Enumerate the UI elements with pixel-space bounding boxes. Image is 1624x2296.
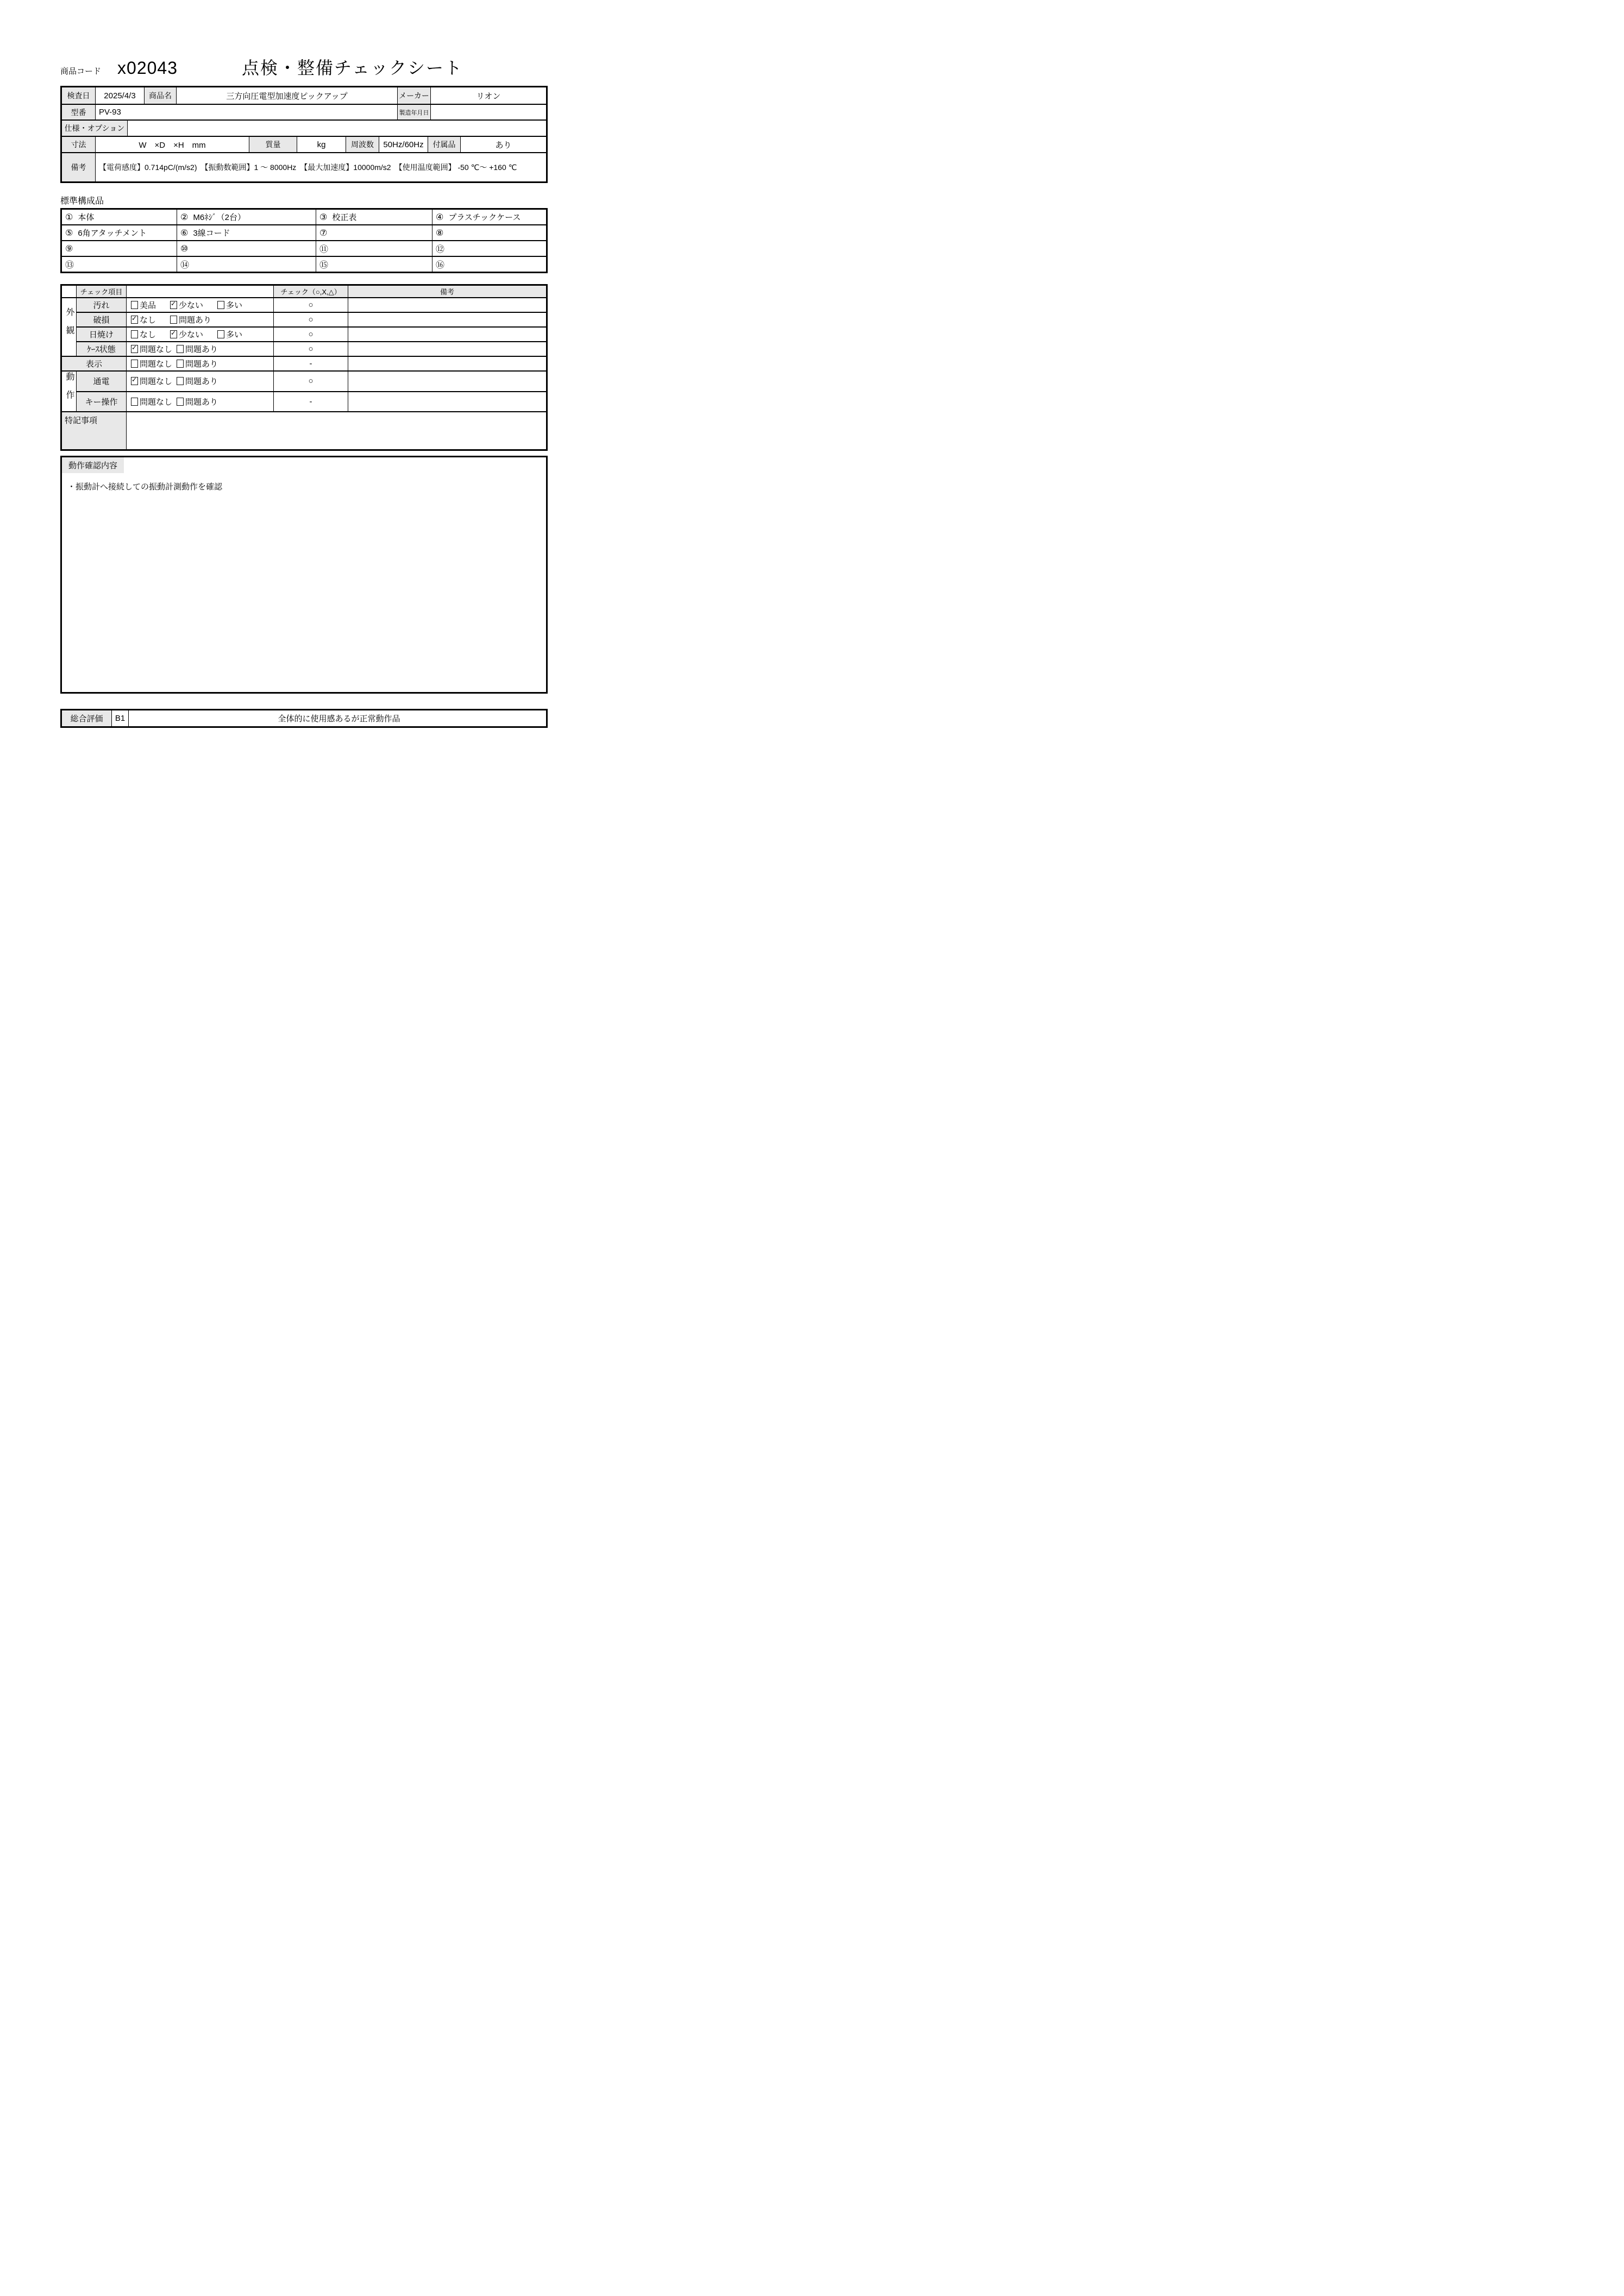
components-row-2 [61,225,547,241]
check-remarks [348,327,547,342]
dimensions-value: W ×D ×H mm [95,137,249,152]
check-remarks [348,312,547,327]
checkbox-label: 問題なし [140,377,173,387]
model-value: PV-93 [95,105,397,119]
component-cell-10 [177,241,316,256]
component-cell-11 [316,241,432,256]
check-mark: ○ [274,298,348,312]
check-options [127,371,274,392]
checkbox [217,330,224,338]
checkbox-label: 少ない [179,330,204,339]
component-label: プラスチックケース [448,213,521,222]
checkbox [170,316,177,324]
check-item-label: 日焼け [77,327,127,342]
overall-grade: B1 [111,710,128,726]
checkbox [170,301,177,309]
checkbox [177,398,184,406]
check-row-keys [61,392,547,412]
check-remarks [348,298,547,312]
dimensions-label: 寸法 [62,137,95,152]
component-number: ③ [319,213,328,222]
component-label: 6角アタッチメント [78,229,147,238]
checkbox [131,398,138,406]
check-mark: - [274,392,348,412]
check-options [127,392,274,412]
check-options [127,342,274,356]
check-table [60,284,548,451]
operation-check-label: 動作確認内容 [62,457,124,473]
checkbox [131,301,138,309]
check-item-label: 通電 [77,371,127,392]
checkbox-label: 問題あり [185,360,218,369]
component-label: 校正表 [332,213,357,222]
operation-check-box [60,456,548,694]
mfg-date-label: 製造年月日 [397,105,430,119]
component-number: ⑪ [319,245,329,254]
component-number: ① [65,213,73,222]
check-remarks-header: 備考 [348,285,547,298]
check-remarks [348,392,547,412]
product-code-value: x02043 [117,58,178,78]
remarks-label: 備考 [62,153,95,181]
check-options [127,312,274,327]
component-number: ④ [436,213,444,222]
info-row-1 [62,87,546,104]
info-row-2 [62,104,546,119]
overall-comment: 全体的に使用感あるが正常動作品 [128,710,546,726]
checkbox-label: 少ない [179,301,204,310]
component-label: 3線コード [193,229,230,238]
component-cell-4 [432,209,547,225]
check-row-sunfade [61,327,547,342]
check-mark: ○ [274,342,348,356]
components-section-title: 標準構成品 [60,197,104,206]
info-row-4 [62,136,546,152]
check-mark: - [274,356,348,371]
component-label: M6ﾈｼﾞ（2台） [193,213,246,222]
inspection-date-label: 検査日 [62,87,95,104]
components-row-3 [61,241,547,256]
component-cell-2 [177,209,316,225]
info-row-3 [62,119,546,136]
checkbox-label: 多い [226,301,243,310]
component-number: ② [180,213,189,222]
title-bar [60,54,548,79]
component-number: ⑯ [436,261,445,270]
checkbox [131,330,138,338]
checkbox [177,360,184,368]
product-name-value: 三方向圧電型加速度ピックアップ [176,87,397,104]
component-cell-3 [316,209,432,225]
checkbox [177,345,184,353]
component-cell-16 [432,256,547,273]
product-info-table [60,86,548,183]
check-row-display [61,356,547,371]
components-table [60,208,548,273]
checkbox-label: 問題あり [185,397,218,407]
check-mark-header: チェック（○,X,△） [274,285,348,298]
sheet-title: 点検・整備チェックシート [242,58,463,78]
checkbox [131,316,138,324]
checkbox-label: 問題あり [185,345,218,354]
component-number: ⑨ [65,244,73,254]
accessories-label: 付属品 [428,137,460,152]
component-number: ⑩ [180,244,189,254]
component-number: ⑥ [180,229,189,238]
check-options [127,356,274,371]
component-cell-14 [177,256,316,273]
checkbox-label: 問題あり [179,316,212,325]
component-number: ⑦ [319,228,328,238]
spec-option-value [127,121,546,136]
check-row-case [61,342,547,356]
checkbox [217,301,224,309]
check-options [127,327,274,342]
overall-evaluation-label: 総合評価 [62,710,111,726]
info-row-remarks [62,152,546,181]
component-cell-1 [61,209,177,225]
checkbox-label: 美品 [140,301,156,310]
checklist-page [0,0,548,760]
overall-evaluation-row [60,709,548,728]
maker-value: リオン [430,87,546,104]
components-row-4 [61,256,547,273]
product-name-label: 商品名 [144,87,176,104]
check-item-label: 破損 [77,312,127,327]
component-cell-15 [316,256,432,273]
check-item-label: 表示 [61,356,127,371]
components-row-1 [61,209,547,225]
check-row-dirt [61,298,547,312]
check-item-label: ｹｰｽ状態 [77,342,127,356]
component-cell-8 [432,225,547,241]
checkbox-label: なし [140,330,156,339]
component-cell-13 [61,256,177,273]
checkbox [177,377,184,385]
component-number: ⑭ [180,261,190,270]
check-item-header: チェック項目 [77,285,127,298]
check-item-label: 汚れ [77,298,127,312]
check-remarks [348,342,547,356]
checkbox-label: 多い [226,330,243,339]
checkbox-label: 問題なし [140,360,173,369]
weight-label: 質量 [249,137,297,152]
check-mark: ○ [274,371,348,392]
product-code-label: 商品コード [60,67,102,76]
frequency-label: 周波数 [346,137,379,152]
check-row-power [61,371,547,392]
component-number: ⑧ [436,228,444,238]
component-number: ⑬ [65,261,74,270]
checkbox-label: 問題なし [140,345,173,354]
maker-label: メーカー [397,87,430,104]
check-mark: ○ [274,327,348,342]
component-cell-7 [316,225,432,241]
model-label: 型番 [62,105,95,119]
component-number: ⑮ [319,261,329,270]
group-operation: 動作 [61,371,77,412]
check-row-damage [61,312,547,327]
remarks-value: 【電荷感度】0.714pC/(m/s2) 【振動数範囲】1 ～ 8000Hz 【最大加速度】10000m/s2 【使用温度範囲】 -50 ℃～ +160 ℃ [95,153,546,181]
check-remarks [348,356,547,371]
component-cell-12 [432,241,547,256]
weight-value: kg [297,137,346,152]
checkbox-label: なし [140,316,156,325]
operation-check-line: ・振動計へ接続しての振動計測動作を確認 [67,482,223,492]
checkbox [131,377,138,385]
group-appearance: 外観 [61,298,77,356]
component-cell-6 [177,225,316,241]
accessories-value: あり [460,137,546,152]
check-options [127,298,274,312]
component-number: ⑫ [436,245,445,254]
special-notes-label: 特記事項 [61,412,127,450]
spec-option-label: 仕様・オプション [62,121,127,136]
check-item-label: キー操作 [77,392,127,412]
component-cell-9 [61,241,177,256]
check-header-blank [61,285,77,298]
check-remarks [348,371,547,392]
check-table-header [61,285,547,298]
checkbox-label: 問題なし [140,397,173,407]
special-notes-row [61,412,547,450]
special-notes-value [127,412,547,450]
checkbox [131,345,138,353]
checkbox-label: 問題あり [185,377,218,387]
frequency-value: 50Hz/60Hz [379,137,428,152]
checkbox [131,360,138,368]
mfg-date-value [430,105,546,119]
checkbox [170,330,177,338]
component-number: ⑤ [65,229,73,238]
check-mark: ○ [274,312,348,327]
check-options-header [127,285,274,298]
inspection-date-value: 2025/4/3 [95,87,144,104]
component-label: 本体 [78,213,95,222]
component-cell-5 [61,225,177,241]
